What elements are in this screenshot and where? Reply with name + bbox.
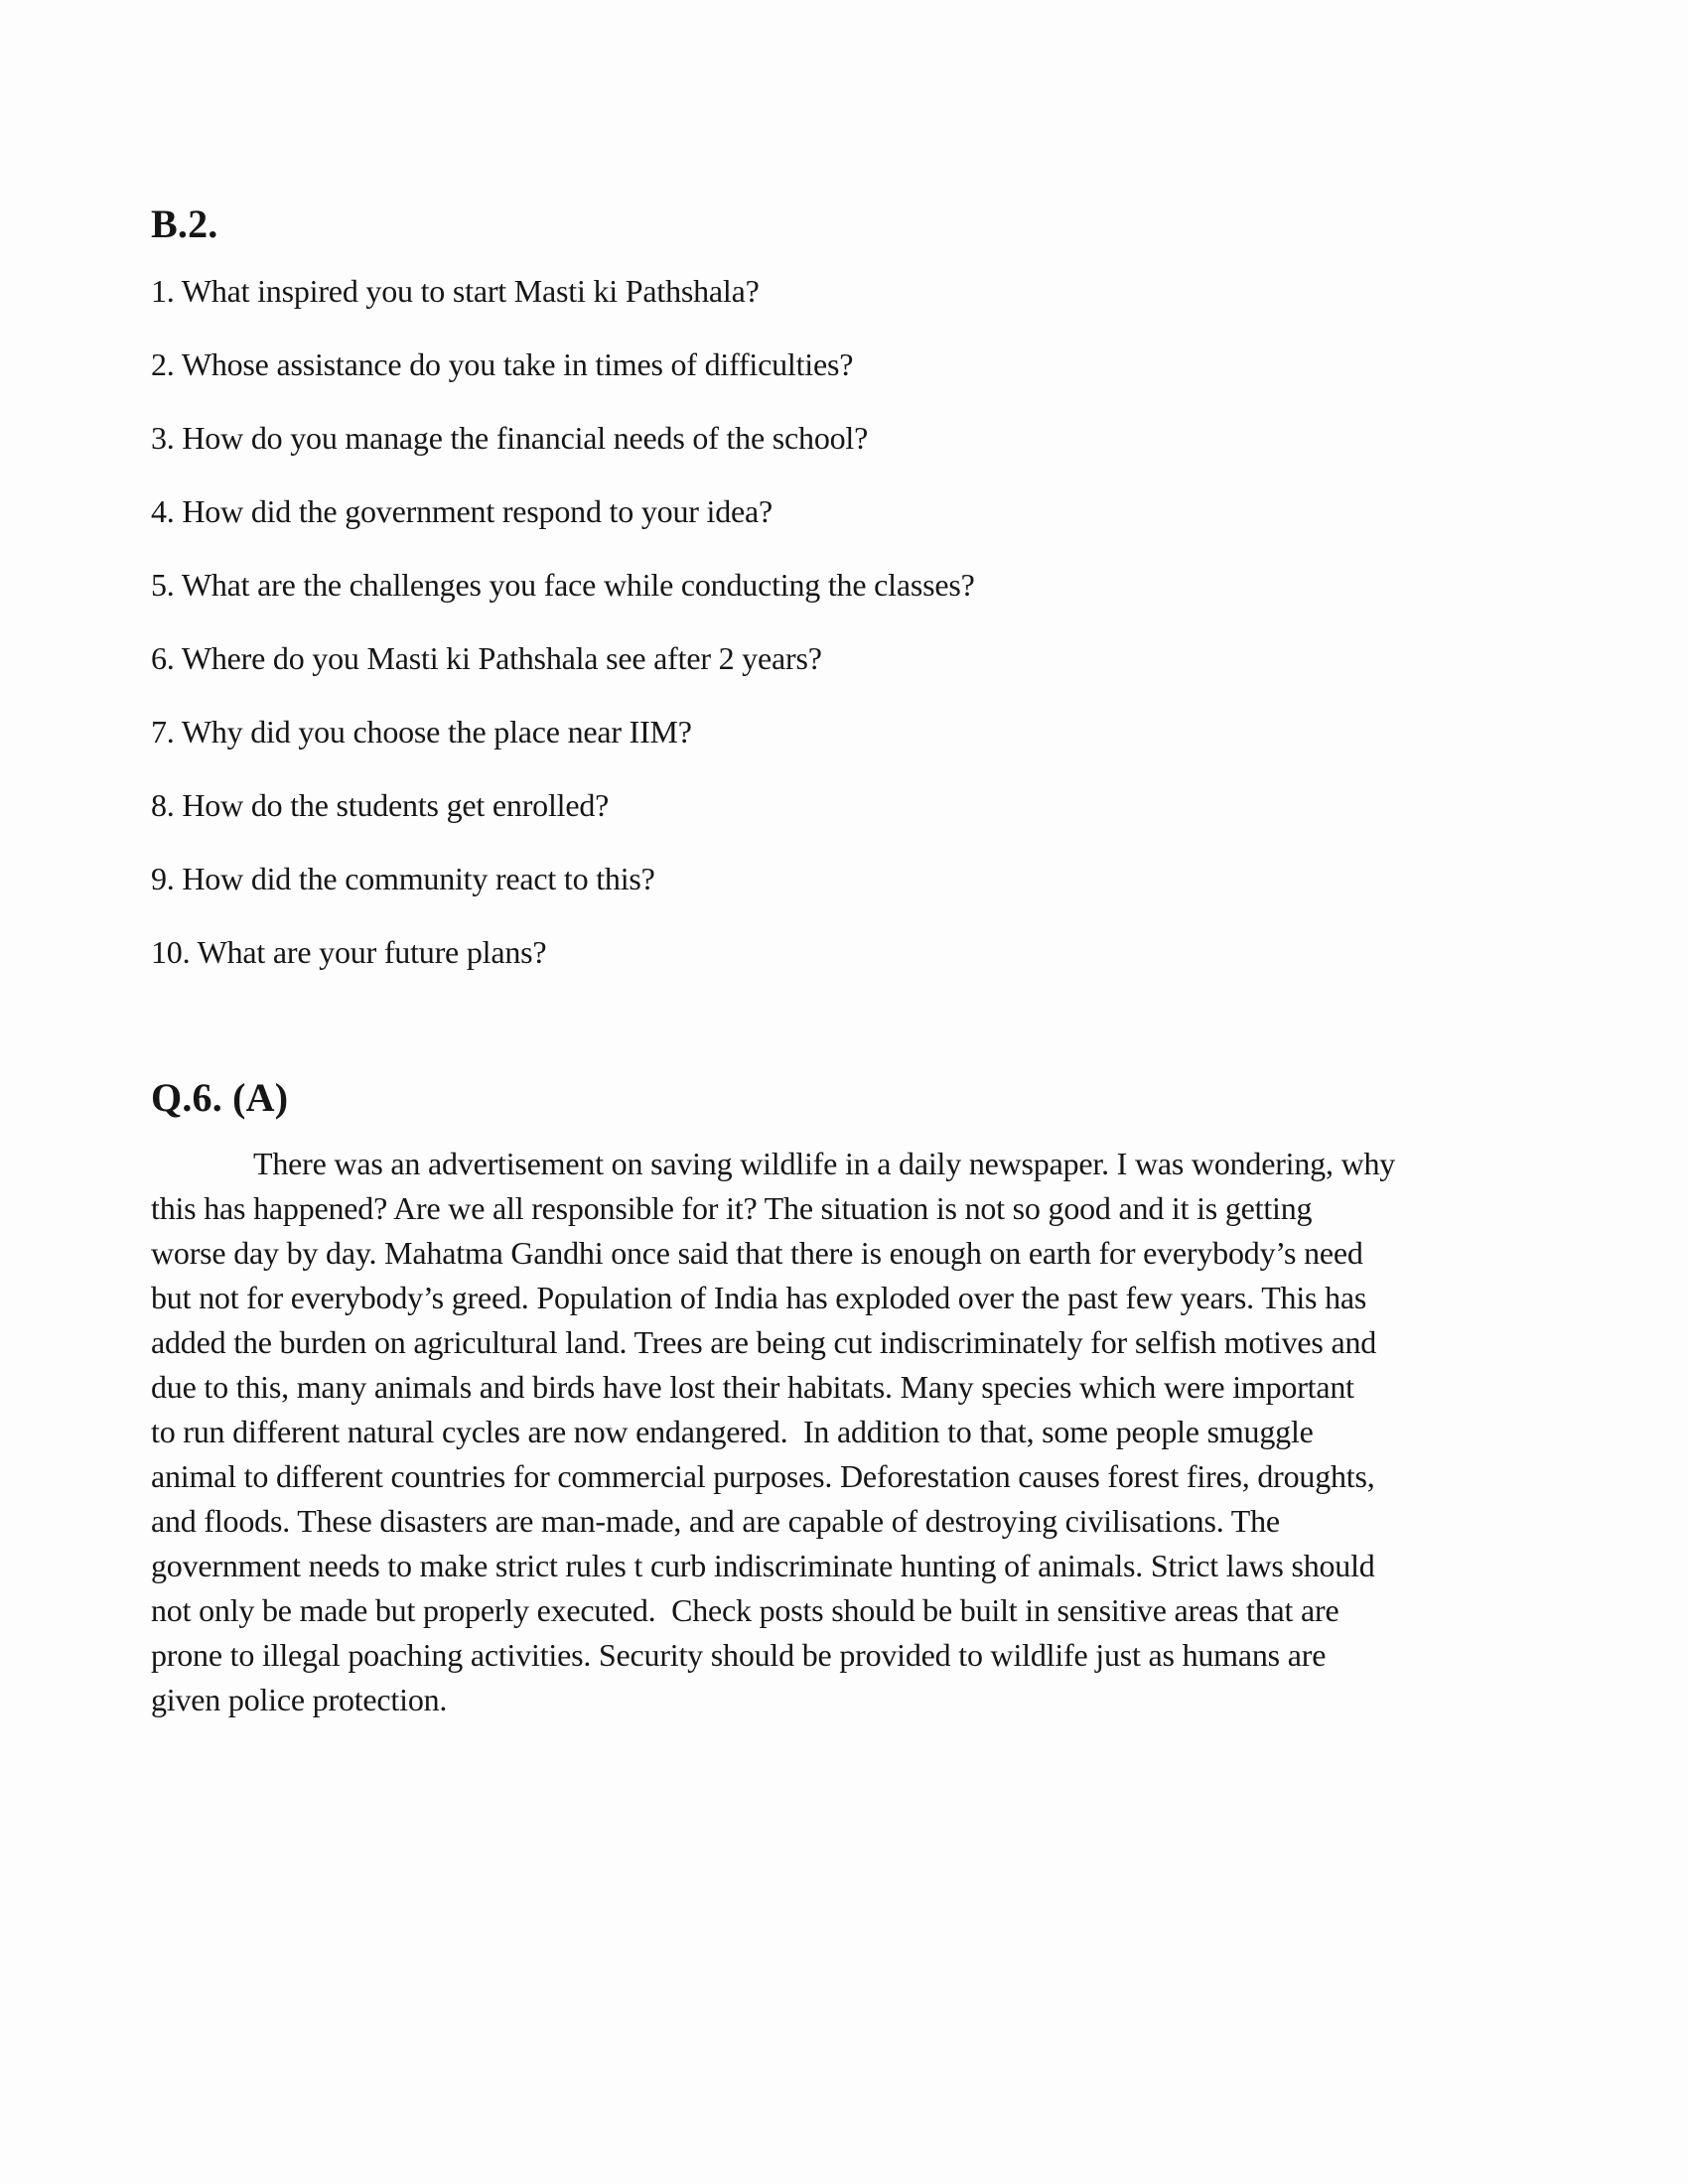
paragraph-line-6: due to this, many animals and birds have lost their habitats. Many species which were important bbox=[151, 1369, 1354, 1405]
document-content bbox=[151, 201, 1581, 1722]
section-q6-heading: Q.6. (A) bbox=[151, 1075, 289, 1120]
paragraph-line-11: not only be made but properly executed. Check posts should be built in sensitive areas that are bbox=[151, 1592, 1339, 1628]
paragraph-line-13: given police protection. bbox=[151, 1682, 448, 1717]
question-9: 9. How did the community react to this? bbox=[151, 861, 655, 896]
question-5: 5. What are the challenges you face while conducting the classes? bbox=[151, 567, 975, 603]
paragraph-line-4: but not for everybody’s greed. Population of India has exploded over the past few years. This has bbox=[151, 1280, 1367, 1315]
section-b2-heading: B.2. bbox=[151, 202, 218, 246]
paragraph-line-10: government needs to make strict rules t curb indiscriminate hunting of animals. Strict laws should bbox=[151, 1548, 1375, 1583]
question-4: 4. How did the government respond to your idea? bbox=[151, 493, 774, 529]
paragraph-line-3: worse day by day. Mahatma Gandhi once said that there is enough on earth for everybody’s need bbox=[151, 1235, 1363, 1271]
question-3: 3. How do you manage the financial needs of the school? bbox=[151, 420, 869, 456]
question-list bbox=[151, 269, 1581, 974]
question-2: 2. Whose assistance do you take in times of difficulties? bbox=[151, 346, 854, 382]
question-6: 6. Where do you Masti ki Pathshala see after 2 years? bbox=[151, 640, 822, 676]
question-1: 1. What inspired you to start Masti ki Pathshala? bbox=[151, 273, 760, 309]
paragraph-line-9: and floods. These disasters are man-made, and are capable of destroying civilisations. The bbox=[151, 1503, 1280, 1539]
paragraph-line-12: prone to illegal poaching activities. Security should be provided to wildlife just as humans are bbox=[151, 1637, 1327, 1673]
question-8: 8. How do the students get enrolled? bbox=[151, 787, 610, 823]
paragraph-line-5: added the burden on agricultural land. Trees are being cut indiscriminately for selfish motives and bbox=[151, 1324, 1377, 1360]
question-10: 10. What are your future plans? bbox=[151, 934, 547, 970]
paragraph-line-7: to run different natural cycles are now endangered. In addition to that, some people smuggle bbox=[151, 1414, 1314, 1449]
paragraph-line-8: animal to different countries for commercial purposes. Deforestation causes forest fires, droughts, bbox=[151, 1458, 1375, 1494]
paragraph-line-1: There was an advertisement on saving wildlife in a daily newspaper. I was wondering, why bbox=[253, 1146, 1396, 1181]
paragraph-line-2: this has happened? Are we all responsible for it? The situation is not so good and it is getting bbox=[151, 1190, 1313, 1226]
question-7: 7. Why did you choose the place near IIM? bbox=[151, 714, 692, 750]
q6-paragraph bbox=[151, 1142, 1581, 1722]
